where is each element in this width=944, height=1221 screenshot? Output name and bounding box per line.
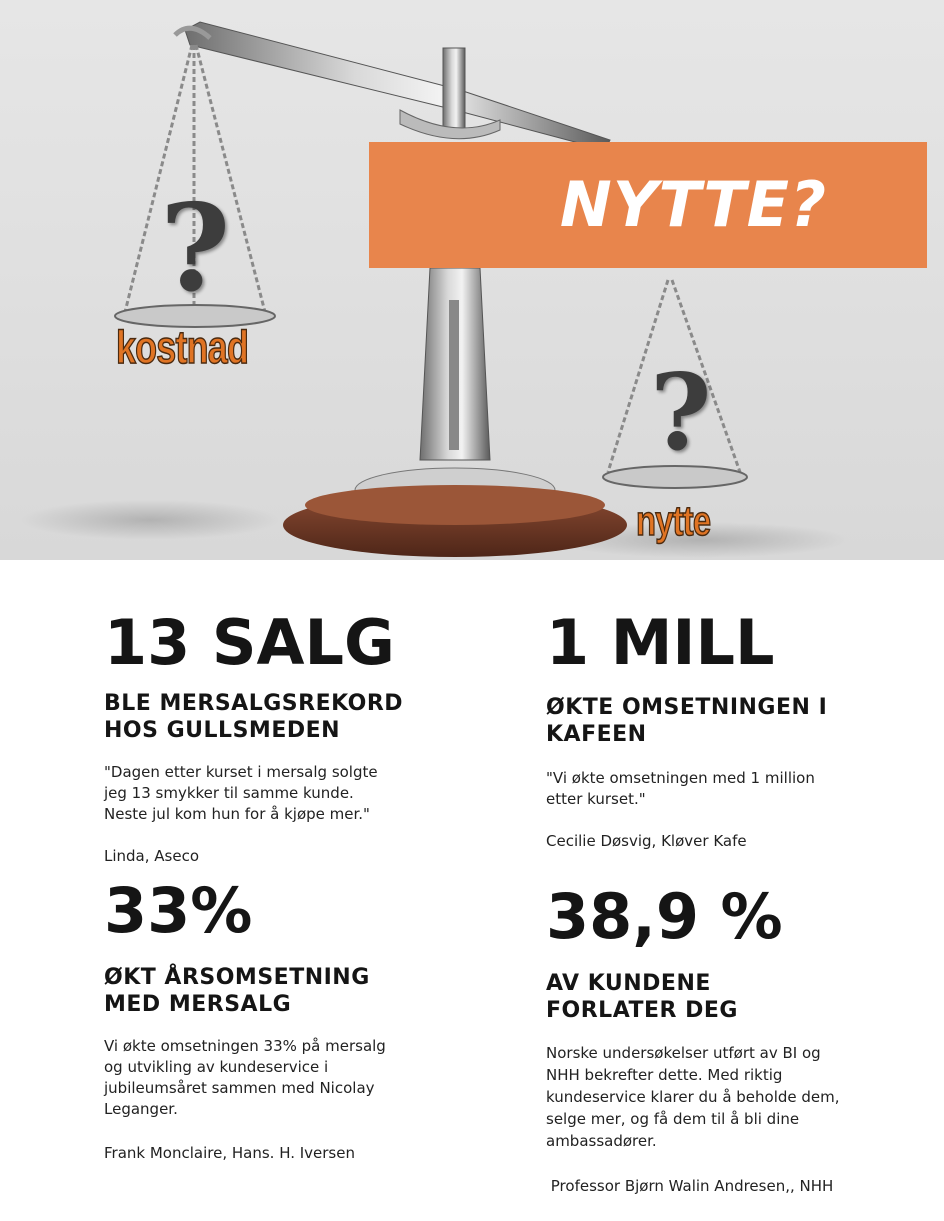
quote-line: "Dagen etter kurset i mersalg solgte [104,763,378,781]
stat-headline: 38,9 % [546,880,783,953]
quote-line: etter kurset." [546,790,646,808]
stat-block-33-percent [104,874,464,1164]
quote-line: Vi økte omsetningen 33% på mersalg [104,1037,386,1055]
stat-cite: Linda, Aseco [104,847,200,865]
label-kostnad: kostnad [116,321,249,373]
stat-subtitle [546,970,926,1024]
stat-cite: Professor Bjørn Walin Andresen,, NHH [546,1177,834,1195]
title-banner [369,142,927,268]
quote-line: kundeservice klarer du å beholde dem, [546,1088,840,1106]
stat-subtitle-line: AV KUNDENE [546,971,711,996]
quote-line: selge mer, og få dem til å bli dine [546,1110,800,1128]
quote-line: ambassadører. [546,1132,657,1150]
stat-block-1-mill [546,606,906,852]
stat-quote [104,762,464,825]
stat-subtitle-line: FORLATER DEG [546,998,738,1023]
stat-subtitle-line: KAFEEN [546,722,647,747]
balance-scale-illustration [0,0,944,560]
stat-headline: 13 SALG [104,606,395,679]
banner-title: NYTTE? [559,168,827,241]
hero-image [0,0,944,560]
stat-subtitle-line: ØKTE OMSETNINGEN I [546,695,828,720]
stat-subtitle [104,690,464,744]
stat-subtitle-line: BLE MERSALGSREKORD [104,691,404,716]
quote-line: jubileumsåret sammen med Nicolay [104,1079,375,1097]
stat-quote [546,768,906,810]
quote-line: jeg 13 smykker til samme kunde. [104,784,354,802]
quote-line: Leganger. [104,1100,178,1118]
stat-subtitle [546,694,906,748]
stat-subtitle [104,964,464,1018]
quote-line: og utvikling av kundeservice i [104,1058,329,1076]
stat-cite: Cecilie Døsvig, Kløver Kafe [546,832,747,850]
quote-line: Neste jul kom hun for å kjøpe mer." [104,805,370,823]
stat-quote [546,1042,926,1152]
stat-block-13-salg [104,606,464,867]
stat-subtitle-line: HOS GULLSMEDEN [104,718,341,743]
stat-cite: Frank Monclaire, Hans. H. Iversen [104,1144,355,1162]
stat-headline: 1 MILL [546,606,775,679]
stat-subtitle-line: ØKT ÅRSOMSETNING [104,965,370,990]
label-nytte: nytte [636,497,711,544]
stat-subtitle-line: MED MERSALG [104,992,292,1017]
question-mark-left: ? [160,178,231,319]
quote-line: "Vi økte omsetningen med 1 million [546,769,815,787]
question-mark-right: ? [650,350,712,474]
quote-line: NHH bekrefter dette. Med riktig [546,1066,783,1084]
stat-headline: 33% [104,874,253,947]
stat-block-38-9-percent [546,880,926,1197]
stat-quote [104,1036,464,1120]
quote-line: Norske undersøkelser utført av BI og [546,1044,821,1062]
